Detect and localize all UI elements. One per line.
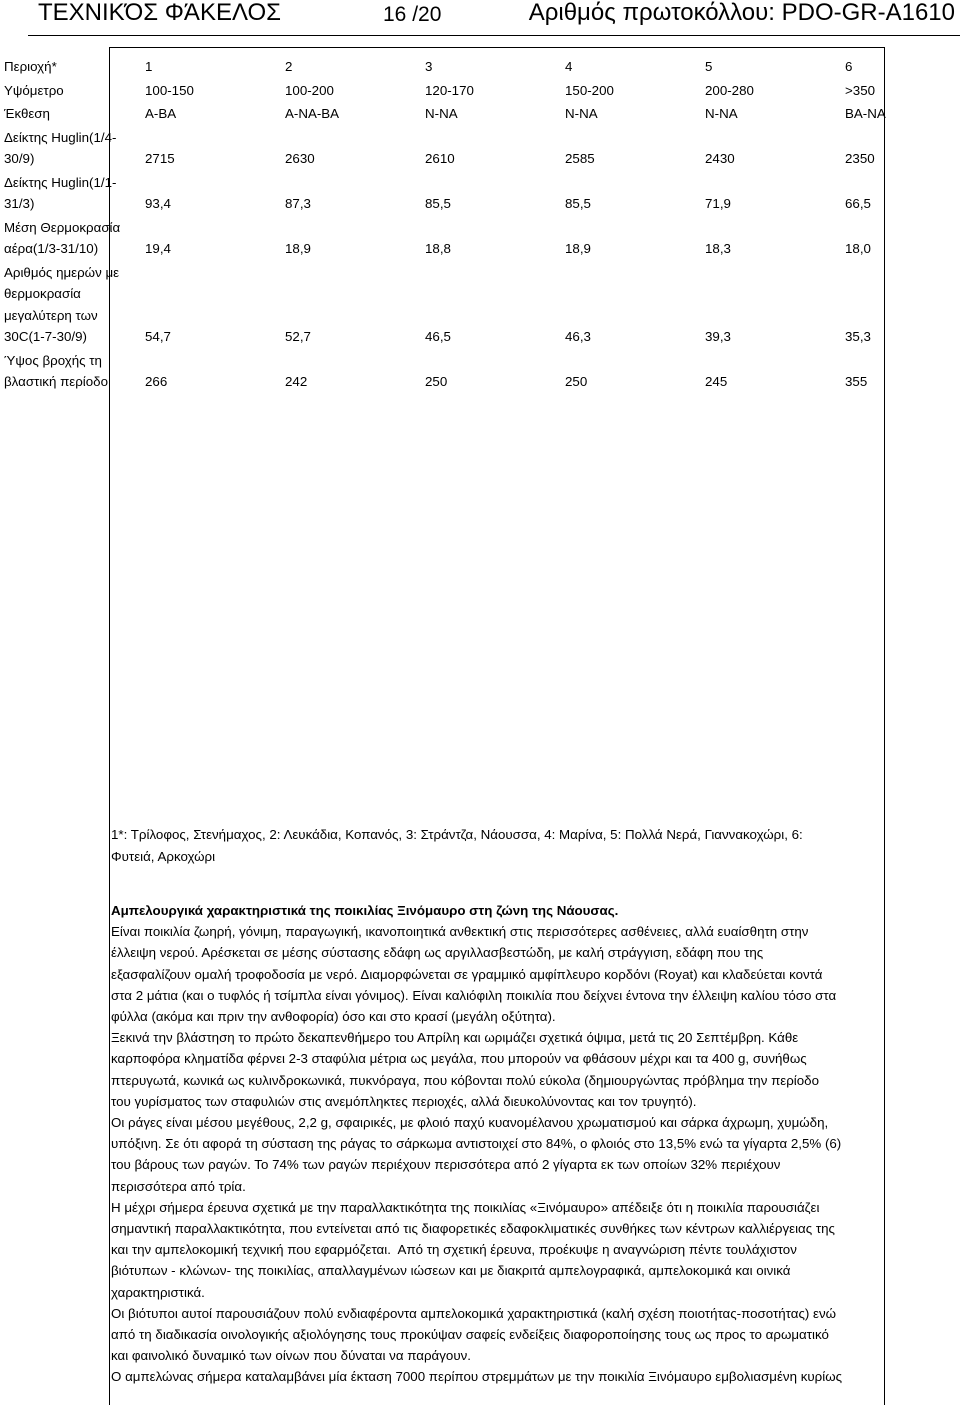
- table-cell: 87,3: [285, 196, 311, 211]
- table-row: [4, 349, 955, 394]
- row-label-line: 31/3): [4, 196, 35, 211]
- paragraph-line: και φαινολικό δυναμικό των οίνων που δύναται να παράγουν.: [111, 1348, 471, 1364]
- table-cell: 4: [565, 59, 573, 74]
- paragraph: [111, 1197, 842, 1303]
- table-cell: 120-170: [425, 82, 474, 98]
- table-cell: 6: [845, 59, 853, 74]
- table-cell: 85,5: [425, 196, 451, 211]
- paragraph-line: πτερυγωτά, κωνικά ως κυλινδροκωνικά, πυκνόραγα, που κόβονται πολύ εύκολα (δημιουργώντας πρόβλημα την περίοδο: [111, 1072, 820, 1088]
- paragraph-line: στα 2 μάτια (και ο τυφλός ή τσίμπλα είναι γόνιμος). Είναι καλιόφιλη ποικιλία που δείχνει έντονα την έλλειψη καλίου τόσο στα: [111, 987, 837, 1003]
- table-cell: 18,0: [845, 241, 871, 256]
- row-label: [4, 56, 145, 78]
- table-row: [4, 261, 955, 349]
- table-row: [4, 102, 955, 126]
- paragraph-line: Οι ράγες είναι μέσου μεγέθους, 2,2 g, σφαιρικές, με φλοιό παχύ κυανομέλανου χρωματισμού και σάρκα άχρωμη, χυμώδη,: [111, 1115, 829, 1131]
- paragraph: [111, 1112, 842, 1197]
- paragraph-line: χαρακτηριστικά.: [111, 1284, 205, 1300]
- row-label-line: Μέση Θερμοκρασία: [4, 219, 121, 235]
- row-label-line: θερμοκρασία: [4, 286, 81, 301]
- table-cell: 1: [145, 59, 153, 74]
- table-cell: 54,7: [145, 329, 171, 344]
- row-label-line: μεγαλύτερη των: [4, 307, 98, 323]
- table-cell: 2: [285, 59, 293, 74]
- table-cell: 250: [565, 374, 588, 389]
- table-cell: 52,7: [285, 329, 311, 344]
- table-cell: 242: [285, 374, 308, 389]
- table-cell: 250: [425, 374, 448, 389]
- paragraph-line: Οι βιότυποι αυτοί παρουσιάζουν πολύ ενδιαφέροντα αμπελοκομικά χαρακτηριστικά (καλή σχέση ποιοτήτας-ποσοτήτας) ενώ: [111, 1305, 837, 1321]
- protocol-number: Αριθμός πρωτοκόλλου: PDO-GR-A1610: [528, 0, 955, 26]
- data-table: [4, 55, 955, 394]
- table-row: [4, 216, 955, 261]
- table-cell: 2430: [705, 151, 735, 166]
- table-row: [4, 55, 955, 79]
- footnote-line: 1*: Τρίλοφος, Στενήμαχος, 2: Λευκάδια, Κοπανός, 3: Στράντζα, Νάουσσα, 4: Μαρίνα, 5: Πολλά Νερά, Γιαννακοχώρι, 6:: [111, 827, 803, 842]
- table-cell: 46,5: [425, 329, 451, 344]
- row-label: [4, 127, 145, 170]
- footnote-line: Φυτειά, Αρκοχώρι: [111, 849, 216, 864]
- paragraph: [111, 921, 842, 1027]
- table-cell: 3: [425, 59, 433, 74]
- table-cell: 150-200: [565, 82, 614, 98]
- paragraph: [111, 1027, 842, 1112]
- row-label-line: Υψόμετρο: [4, 82, 64, 98]
- table-cell: 100-200: [285, 82, 334, 98]
- paragraph-line: του βάρους των ραγών. Το 74% των ραγών περιέχουν περισσότερα από 2 γίγαρτα εκ των οποίων 32% περιέχουν: [111, 1157, 781, 1173]
- paragraph-line: έλλειψη νερού. Αρέσκεται σε μέσης σύστασης εδάφη ως αργιλλασβεστώδη, με καλή στράγγιση, εδάφη που της: [111, 945, 764, 961]
- paragraph-line: σημαντική παραλλακτικότητα, που εντείνεται από τις διαφορετικές εδαφοκλιματικές συνθήκες των κέντρων καλλιέργειας της: [111, 1221, 835, 1237]
- row-label-line: Δείκτης Huglin(1/4-: [4, 129, 117, 145]
- table-cell: Α-ΝΑ-ΒΑ: [285, 106, 340, 121]
- table-cell: >350: [845, 82, 876, 98]
- table-row: [4, 171, 955, 216]
- row-label: [4, 350, 145, 393]
- paragraph-line: βιότυπων - κλώνων- της ποικιλίας, απαλλαγμένων ιώσεων και με διακριτά αμπελογραφικά, αμπελοκομικά και οινικά: [111, 1263, 791, 1279]
- row-label-line: 30/9): [4, 151, 35, 166]
- table-cell: 66,5: [845, 196, 871, 211]
- table-cell: Ν-ΝΑ: [705, 106, 738, 121]
- paragraph-line: εξασφαλίζουν ομαλή τροφοδοσία με νερό. Διαμορφώνεται σε γραμμικό αμφίπλευρο κορδόνι (Royat) και κλαδεύεται κοντά: [111, 966, 823, 982]
- table-cell: 2585: [565, 151, 595, 166]
- row-label: [4, 217, 145, 260]
- paragraph-line: από τη διαδικασία οινολογικής αξιολόγησης τους προκύψαν σαφείς ενδείξεις διαφοροποίησης τους ως προς το αρωματικό: [111, 1327, 829, 1343]
- row-label-line: Δείκτης Huglin(1/1-: [4, 174, 117, 190]
- table-cell: 355: [845, 374, 868, 389]
- header-rule: [28, 35, 960, 36]
- table-cell: 2350: [845, 151, 875, 166]
- paragraph-line: Ξεκινά την βλάστηση το πρώτο δεκαπενθήμερο του Απρίλη και ωριμάζει σχετικά όψιμα, μετά τις 20 Σεπτέμβρη. Κάθε: [111, 1030, 799, 1046]
- table-cell: 19,4: [145, 241, 171, 256]
- table-cell: 18,3: [705, 241, 731, 256]
- paragraph: [111, 1303, 842, 1367]
- paragraph-line: καρποφόρα κληματίδα φέρνει 2-3 σταφύλια μέτρια ως μεγάλα, που μπορούν να φθάσουν μέχρι και τα 400 g, συνήθως: [111, 1051, 807, 1067]
- paragraph-line: υπόξινη. Σε ότι αφορά τη σύσταση της ράγας το σάρκωμα αντιστοιχεί στο 84%, ο φλοιός στο 13,5% ενώ τα γίγαρτα 2,5% (6): [111, 1136, 842, 1152]
- paragraph-line: φύλλα (ακόμα και πριν την ανθοφορία) όσο και στο κρασί (μεγάλη οξύτητα).: [111, 1009, 556, 1025]
- paragraph-line: Είναι ποικιλία ζωηρή, γόνιμη, παραγωγική, ικανοποιητικά ανθεκτική στις περισσότερες ασθένειες, αλλά ευαίσθητη στην: [111, 924, 809, 940]
- page-number: 16 /20: [383, 3, 442, 26]
- table-cell: 85,5: [565, 196, 591, 211]
- paragraph-line: Η μέχρι σήμερα έρευνα σχετικά με την παραλλακτικότητα της ποικιλίας «Ξινόμαυρο» απέδειξε ότι η ποικιλία παρουσιάζει: [111, 1199, 820, 1215]
- table-row: [4, 126, 955, 171]
- paragraph-line: περισσότερα από τρία.: [111, 1178, 246, 1194]
- row-label: [4, 103, 145, 125]
- table-cell: Ν-ΝΑ: [425, 106, 458, 121]
- section: [111, 900, 842, 1388]
- row-label-line: 30C(1-7-30/9): [4, 329, 87, 344]
- table-cell: 2715: [145, 151, 175, 166]
- row-label-line: Έκθεση: [4, 106, 50, 121]
- table-cell: 2610: [425, 151, 455, 166]
- table-cell: ΒΑ-ΝΑ: [845, 106, 886, 121]
- paragraph-line: Ο αμπελώνας σήμερα καταλαμβάνει μία έκταση 7000 περίπου στρεμμάτων με την ποικιλία Ξινόμαυρο εμβολιασμένη κυρίως: [111, 1369, 843, 1385]
- table-cell: Α-ΒΑ: [145, 106, 177, 121]
- table-cell: 71,9: [705, 196, 731, 211]
- table-cell: 2630: [285, 151, 315, 166]
- table-cell: 46,3: [565, 329, 591, 344]
- table-cell: 5: [705, 59, 713, 74]
- table-cell: 18,9: [285, 241, 311, 256]
- row-label: [4, 262, 145, 348]
- table-cell: 18,9: [565, 241, 591, 256]
- table-cell: 100-150: [145, 82, 194, 98]
- section-heading: Αμπελουργικά χαρακτηριστικά της ποικιλίας Ξινόμαυρο στη ζώνη της Νάουσας.: [111, 903, 619, 918]
- row-label-line: αέρα(1/3-31/10): [4, 241, 99, 256]
- section-body: [111, 921, 842, 1387]
- paragraph: [111, 1366, 842, 1387]
- row-label: [4, 80, 145, 102]
- paragraph-line: του γυρίσματος των σταφυλιών στις ανεμόπληκτες περιοχές, αλλά διευκολύνοντας και τον τρυγητό).: [111, 1093, 697, 1109]
- table-cell: 245: [705, 374, 728, 389]
- table-cell: 200-280: [705, 82, 754, 98]
- table-cell: 266: [145, 374, 168, 389]
- row-label-line: Αριθμός ημερών με: [4, 264, 120, 280]
- row-label-line: Περιοχή*: [4, 59, 57, 74]
- table-cell: Ν-ΝΑ: [565, 106, 598, 121]
- table-cell: 35,3: [845, 329, 871, 344]
- row-label-line: βλαστική περίοδο: [4, 374, 108, 389]
- footnote: [111, 824, 803, 868]
- table-row: [4, 79, 955, 103]
- table-cell: 39,3: [705, 329, 731, 344]
- row-label: [4, 172, 145, 215]
- table-cell: 18,8: [425, 241, 451, 256]
- header-title: ΤΕΧΝΙΚΌΣ ΦΆΚΕΛΟΣ: [38, 0, 281, 26]
- row-label-line: Ύψος βροχής τη: [4, 352, 102, 368]
- paragraph-line: και την αμπελοκομική τεχνική που εφαρμόζεται. Από τη σχετική έρευνα, προέκυψε η αναγνώριση πέντε τουλάχιστον: [111, 1242, 797, 1258]
- table-cell: 93,4: [145, 196, 171, 211]
